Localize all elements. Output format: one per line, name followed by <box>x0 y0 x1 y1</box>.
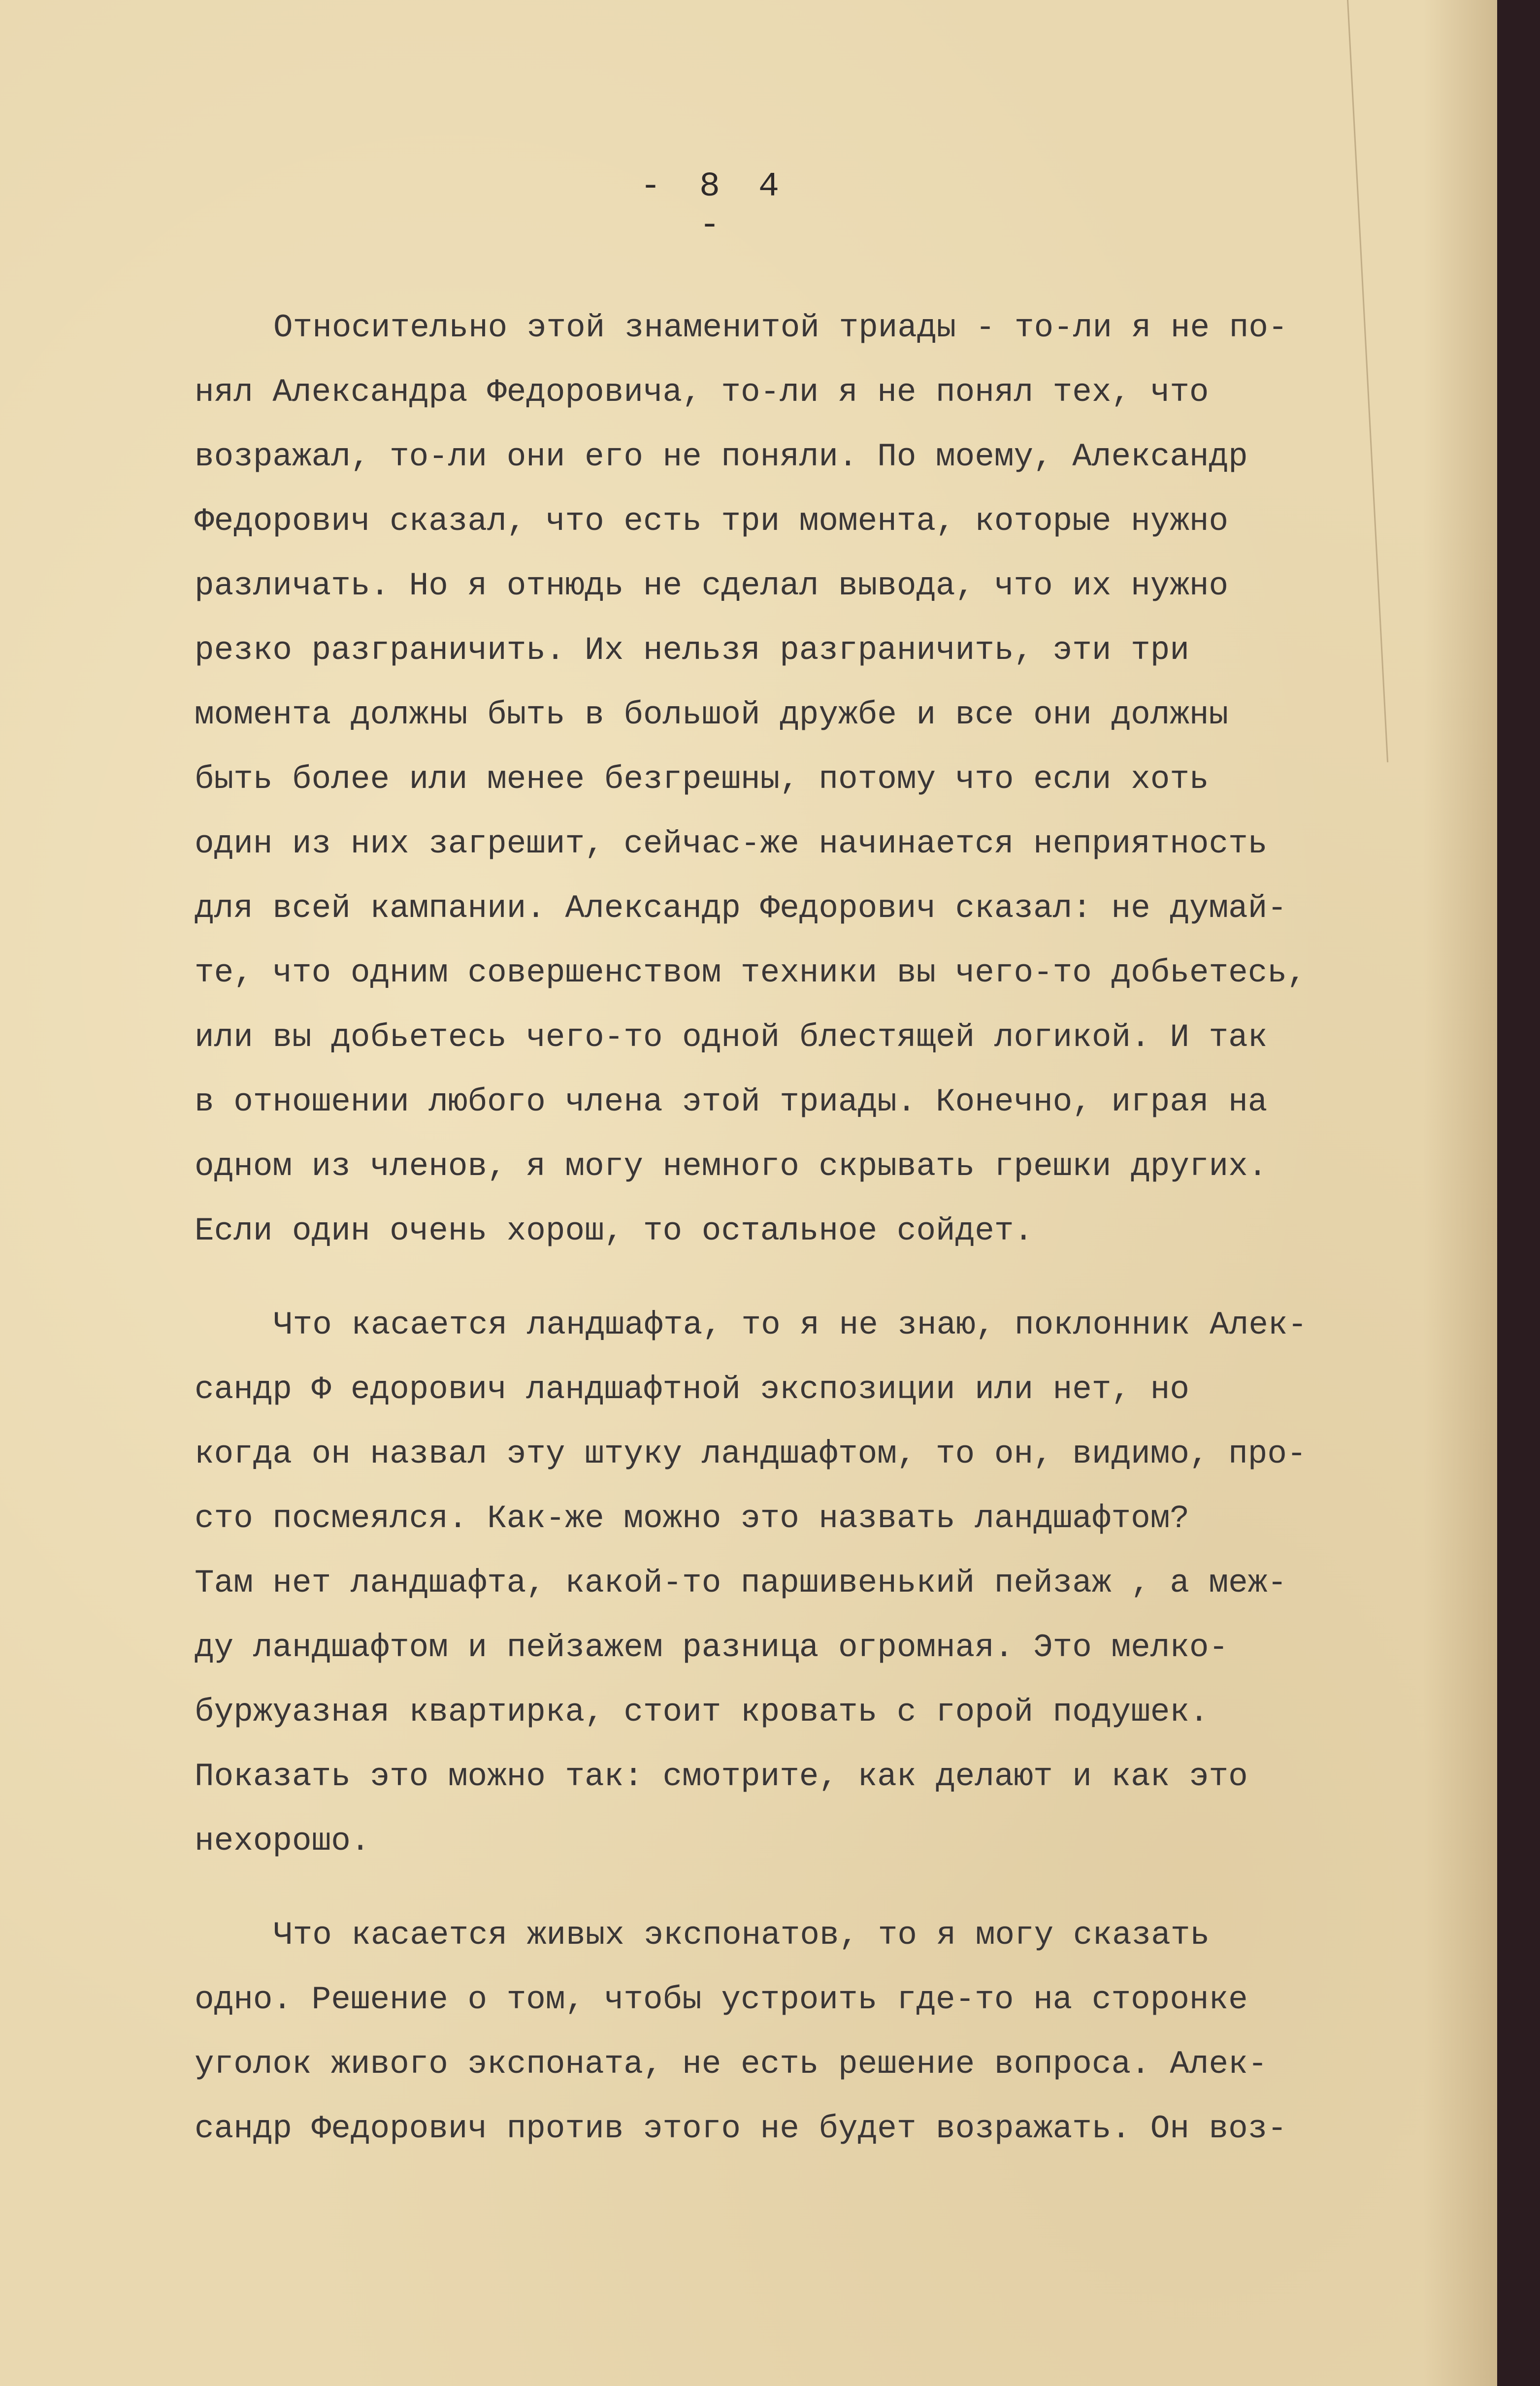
text-line: Показать это можно так: смотрите, как делают и как это <box>195 1758 1248 1795</box>
text-line: нехорошо. <box>195 1823 370 1860</box>
text-line: Что касается живых экспонатов, то я могу сказать <box>273 1917 1210 1954</box>
text-line: Относительно этой знаменитой триады - то-ли я не по- <box>273 309 1288 346</box>
text-line: для всей кампании. Александр Федорович сказал: не думай- <box>195 890 1287 927</box>
body-text <box>195 295 1367 2161</box>
paragraph-gap <box>195 1263 1367 1293</box>
text-line: быть более или менее безгрешны, потому что если хоть <box>195 761 1209 798</box>
text-line: буржуазная квартирка, стоит кровать с горой подушек. <box>195 1694 1209 1731</box>
page-number: - 8 4 - <box>640 167 788 245</box>
text-line: одно. Решение о том, чтобы устроить где-то на сторонке <box>195 1981 1248 2018</box>
text-line: момента должны быть в большой дружбе и все они должны <box>195 696 1229 733</box>
text-line: в отношении любого члена этой триады. Конечно, играя на <box>195 1083 1268 1120</box>
text-line: уголок живого экспоната, не есть решение вопроса. Алек- <box>195 2046 1268 2083</box>
paragraph-gap <box>195 1873 1367 1903</box>
text-line: Если один очень хорош, то остальное сойдет. <box>195 1212 1034 1249</box>
text-line: одном из членов, я могу немного скрывать грешки других. <box>195 1148 1268 1185</box>
text-line: когда он назвал эту штуку ландшафтом, то он, видимо, про- <box>195 1436 1307 1472</box>
text-line: возражал, то-ли они его не поняли. По моему, Александр <box>195 438 1248 475</box>
text-line: сандр Федорович против этого не будет возражать. Он воз- <box>195 2110 1287 2147</box>
text-line: Что касается ландшафта, то я не знаю, поклонник Алек- <box>273 1307 1308 1343</box>
text-line: сто посмеялся. Как-же можно это назвать ландшафтом? <box>195 1500 1189 1537</box>
text-line: ду ландшафтом и пейзажем разница огромная. Это мелко- <box>195 1629 1229 1666</box>
text-line: сандр Ф едорович ландшафтной экспозиции или нет, но <box>195 1371 1189 1408</box>
text-line: Федорович сказал, что есть три момента, которые нужно <box>195 503 1229 540</box>
text-line: резко разграничить. Их нельзя разграничить, эти три <box>195 632 1189 669</box>
text-line: один из них загрешит, сейчас-же начинается неприятность <box>195 825 1268 862</box>
text-line: различать. Но я отнюдь не сделал вывода, что их нужно <box>195 567 1229 604</box>
text-line: те, что одним совершенством техники вы чего-то добьетесь, <box>195 954 1307 991</box>
text-line: нял Александра Федоровича, то-ли я не понял тех, что <box>195 374 1209 411</box>
text-line: Там нет ландшафта, какой-то паршивенький пейзаж , а меж- <box>195 1565 1287 1602</box>
page-edge-shadow <box>1423 0 1497 2386</box>
text-line: или вы добьетесь чего-то одной блестящей логикой. И так <box>195 1019 1268 1056</box>
